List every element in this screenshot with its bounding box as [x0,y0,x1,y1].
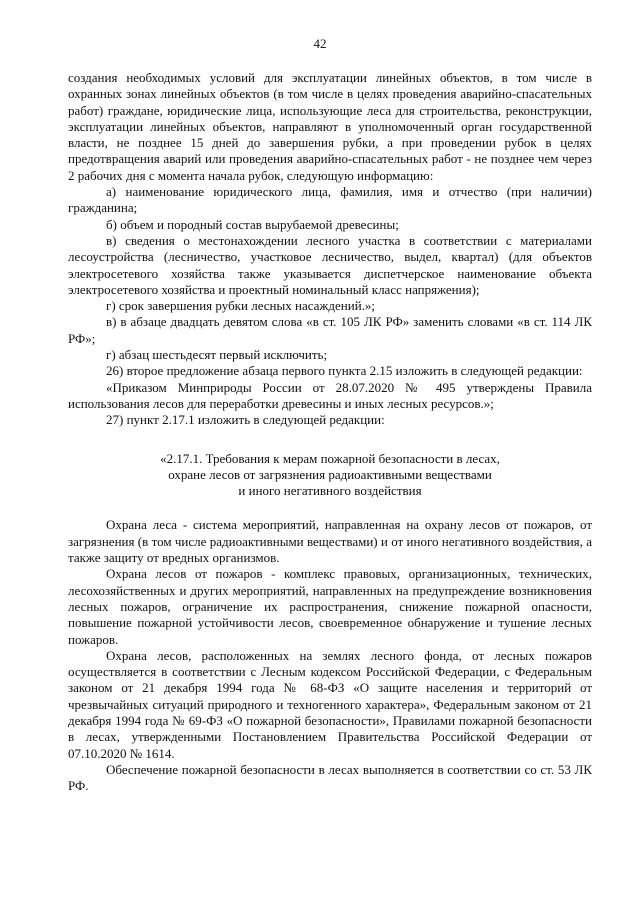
heading-line: и иного негативного воздействия [238,483,422,499]
paragraph: а) наименование юридического лица, фамилия, имя и отчество (при наличии) гражданина; [68,184,592,216]
paragraph: б) объем и породный состав вырубаемой древесины; [106,216,399,232]
paragraph: Обеспечение пожарной безопасности в лесах выполняется в соответствии со ст. 53 ЛК РФ. [68,761,592,794]
paragraph: г) срок завершения рубки лесных насаждений.»; [106,298,376,314]
paragraph: «Приказом Минприроды России от 28.07.2020 № 495 утверждены Правила использования лесов для переработки древесины и иных лесных ресурсов.»; [68,379,592,411]
section-heading [68,451,592,500]
paragraph: создания необходимых условий для эксплуатации линейных объектов, в том числе в охранных зонах линейных объектов (в том числе в целях проведения аварийно-спасательных работ) граждане, юридические лица, использующие леса для строительства, реконструкции, эксплуатации линейных объектов, направляют в уполномоченный орган государственной власти, не позднее 15 дней до завершения рубки, а при проведении рубок в целях предотвращения аварий или проведения аварийно-спасательных работ - не позднее чем через 2 рабочих дня с момента начала рубок, следующую информацию: [68,70,592,183]
section-text-block [68,517,592,794]
paragraph: в) в абзаце двадцать девятом слова «в ст. 105 ЛК РФ» заменить словами «в ст. 114 ЛК РФ»; [68,314,592,346]
amendments-block [68,70,592,429]
document-body [68,70,592,794]
paragraph: г) абзац шестьдесят первый исключить; [106,347,328,363]
paragraph: Охрана лесов, расположенных на землях лесного фонда, от лесных пожаров осуществляется в соответствии с Лесным кодексом Российской Федерации, с Федеральным законом от 21 декабря 1994 года № 68-ФЗ «О защите населения и территорий от чрезвычайных ситуаций природного и техногенного характера», Федеральным законом от 21 декабря 1994 года № 69-ФЗ «О пожарной безопасности», Правилами пожарной безопасности в лесах, утвержденными Постановлением Правительства Российской Федерации от 07.10.2020 № 1614. [68,647,592,761]
paragraph: Охрана лесов от пожаров - комплекс правовых, организационных, технических, лесохозяйственных и других мероприятий, направленных на предупреждение возникновения лесных пожаров, ограничение их распространения, снижение пожарной опасности, повышение пожарной устойчивости лесов, своевременное обнаружение и тушение лесных пожаров. [68,566,592,647]
paragraph: 26) второе предложение абзаца первого пункта 2.15 изложить в следующей редакции: [106,363,583,379]
heading-line: охране лесов от загрязнения радиоактивными веществами [168,466,492,482]
page-number: 42 [313,36,327,51]
heading-line: «2.17.1. Требования к мерам пожарной безопасности в лесах, [160,450,500,466]
paragraph: 27) пункт 2.17.1 изложить в следующей редакции: [106,412,385,428]
paragraph: в) сведения о местонахождении лесного участка в соответствии с материалами лесоустройства (лесничество, участковое лесничество, выдел, квартал) (для объектов электросетевого хозяйства также указывается диспетчерское наименование объекта электросетевого хозяйства и проектный номинальный класс напряжения); [68,232,592,297]
paragraph: Охрана леса - система мероприятий, направленная на охрану лесов от пожаров, от загрязнения (в том числе радиоактивными веществами) и от иного негативного воздействия, а также защиту от вредных организмов. [68,517,592,566]
